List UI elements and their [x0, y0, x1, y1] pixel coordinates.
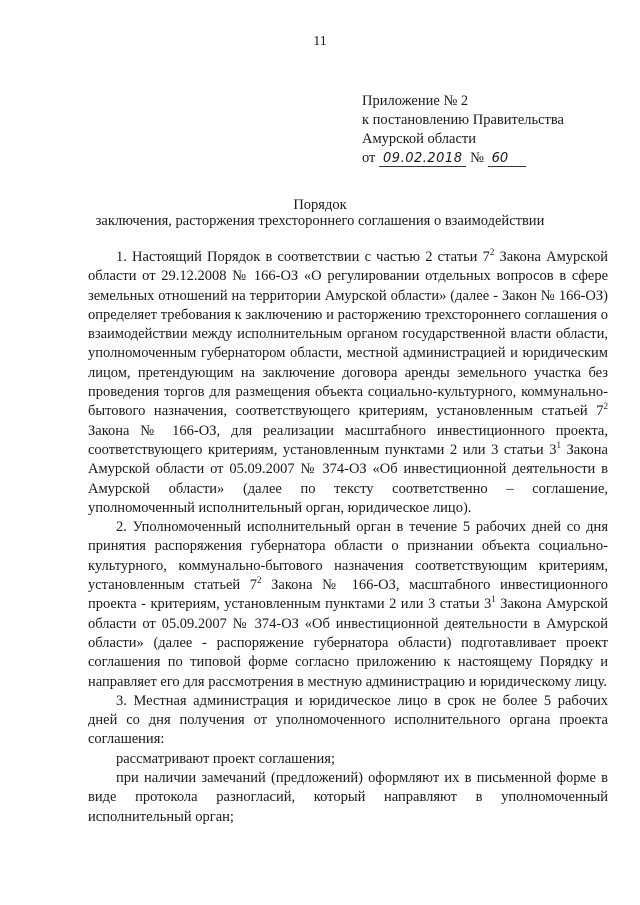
document-title: Порядок — [293, 197, 347, 213]
number-prefix: № — [470, 150, 484, 166]
appendix-title: Приложение № 2 — [362, 93, 469, 109]
document-subtitle: заключения, расторжения трехстороннего соглашения о взаимодействии — [95, 213, 545, 229]
date-prefix: от — [362, 150, 376, 166]
handwritten-date: 09.02.2018 — [379, 151, 466, 167]
paragraph-2: 2. Уполномоченный исполнительный орган в течение 5 рабочих дней со дня принятия распоряжения губернатора области о признании объекта социально-культурного, коммунально-бытового назначения соответствующим критериям, установленным статьей $7^2$ Закона № 166-ОЗ, масштабного инвестиционного проекта - критериям, установленным пунктами 2 или 3 статьи $3^1$ Закона Амурской области от 05.09.2007 № 374-ОЗ «Об инвестиционной деятельности в Амурской области» (далее - распоряжение губернатора области) подготавливает проект соглашения по типовой форме согласно приложению к настоящему Порядку и направляет его для рассмотрения в местную администрацию и юридическому лицу. — [88, 519, 609, 690]
paragraph-4: рассматривают проект соглашения; — [116, 750, 335, 767]
appendix-date-line — [362, 149, 564, 168]
paragraph-1: 1. Настоящий Порядок в соответствии с частью 2 статьи $7^2$ Закона Амурской области от 29.12.2008 № 166-ОЗ «О регулировании отдельных вопросов в сфере земельных отношений на территории Амурской области» (далее - Закон № 166-ОЗ) определяет требования к заключению и расторжению трехстороннего соглашения о взаимодействии между исполнительным органом государственной власти области, уполномоченным губернатором области, местной администрацией и юридическим лицом, претендующим на заключение договора аренды земельного участка без проведения торгов для размещения объекта социально-культурного, коммунально-бытового назначения, соответствующего критериям, установленным статьей $7^2$ Закона № 166-ОЗ, для реализации масштабного инвестиционного проекта, соответствующего критериям, установленным пунктами 2 или 3 статьи $3^1$ Закона Амурской области от 05.09.2007 № 374-ОЗ «Об инвестиционной деятельности в Амурской области» (далее по тексту соответственно – соглашение, уполномоченный исполнительный орган, юридическое лицо). — [88, 247, 609, 516]
document-body — [88, 248, 608, 827]
appendix-resolution: к постановлению Правительства — [362, 112, 564, 128]
handwritten-number: 60 — [488, 151, 527, 167]
paragraph-3: 3. Местная администрация и юридическое лицо в срок не более 5 рабочих дней со дня получения от уполномоченного исполнительного органа проекта соглашения: — [88, 692, 608, 748]
appendix-region: Амурской области — [362, 131, 476, 147]
appendix-block — [362, 92, 564, 168]
paragraph-5: при наличии замечаний (предложений) оформляют их в письменной форме в виде протокола разногласий, который направляют в уполномоченный исполнительный орган; — [88, 770, 608, 825]
page-number: 11 — [313, 34, 327, 49]
